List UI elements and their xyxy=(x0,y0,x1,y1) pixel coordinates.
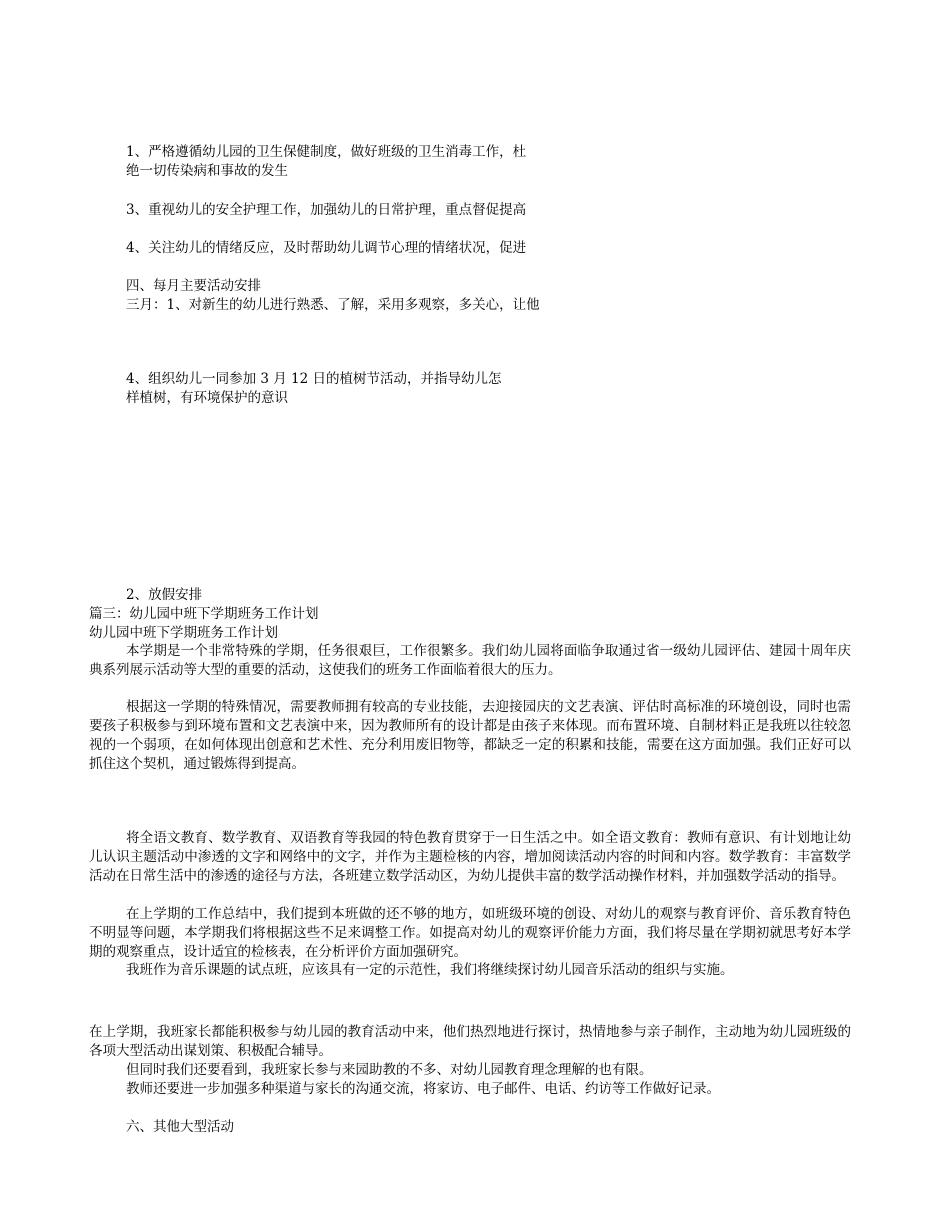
part-three-title: 篇三：幼儿园中班下学期班务工作计划 xyxy=(89,606,319,622)
document-title: 幼儿园中班下学期班务工作计划 xyxy=(89,625,278,641)
paragraph-parent-participation: 在上学期，我班家长都能积极参与幼儿园的教育活动中来，他们热烈地进行探讨，热情地参与亲子制作，主动地为幼儿园班级的各项大型活动出谋划策、积极配合辅导。 xyxy=(89,1024,851,1059)
paragraph-featured-education: 将全语文教育、数学教育、双语教育等我园的特色教育贯穿于一日生活之中。如全语文教育：教师有意识、有计划地让幼儿认识主题活动中渗透的文字和网络中的文字，并作为主题检核的内容，增加阅读活动内容的时间和内容。数学教育：丰富数学活动在日常生活中的渗透的途径与方法，各班建立数学活动区，为幼儿提供丰富的数学活动操作材料，并加强数学活动的指导。 xyxy=(89,830,851,884)
paragraph-semester-overview: 本学期是一个非常特殊的学期，任务很艰巨，工作很繁多。我们幼儿园将面临争取通过省一级幼儿园评估、建园十周年庆典系列展示活动等大型的重要的活动，这使我们的班务工作面临着很大的压力。 xyxy=(89,643,851,678)
section-heading-other-activities: 六、其他大型活动 xyxy=(126,1119,234,1135)
item-tree-planting-line-2: 样植树，有环境保护的意识 xyxy=(126,390,288,406)
item-safety: 3、重视幼儿的安全护理工作，加强幼儿的日常护理，重点督促提高 xyxy=(126,202,527,218)
paragraph-last-semester-summary: 在上学期的工作总结中，我们提到本班做的还不够的地方，如班级环境的创设、对幼儿的观察与教育评价、音乐教育特色不明显等问题，本学期我们将根据这些不足来调整工作。如提高对幼儿的观察评价能力方面，我们将尽量在学期初就思考好本学期的观察重点，设计适宜的检核表，在分析评价方面加强研究。 xyxy=(89,906,851,960)
paragraph-music-pilot-class: 我班作为音乐课题的试点班，应该具有一定的示范性，我们将继续探讨幼儿园音乐活动的组织与实施。 xyxy=(126,962,734,978)
section-heading-monthly-activities: 四、每月主要活动安排 xyxy=(126,278,261,294)
item-hygiene-line-1: 1、严格遵循幼儿园的卫生保健制度，做好班级的卫生消毒工作，杜 xyxy=(126,144,527,160)
paragraph-special-situation: 根据这一学期的特殊情况，需要教师拥有较高的专业技能，去迎接园庆的文艺表演、评估时高标准的环境创设，同时也需要孩子积极参与到环境布置和文艺表演中来，因为教师所有的设计都是由孩子来体现。而布置环境、自制材料正是我班以往较忽视的一个弱项，在如何体现出创意和艺术性、充分利用废旧物等，都缺乏一定的积累和技能，需要在这方面加强。我们正好可以抓住这个契机，通过锻炼得到提高。 xyxy=(89,699,851,772)
item-march: 三月：1、对新生的幼儿进行熟悉、了解，采用多观察，多关心，让他 xyxy=(126,297,540,313)
paragraph-parent-limitations: 但同时我们还要看到，我班家长参与来园助教的不多、对幼儿园教育理念理解的也有限。 xyxy=(126,1062,653,1078)
item-tree-planting-line-1: 4、组织幼儿一同参加 3 月 12 日的植树节活动，并指导幼儿怎 xyxy=(126,371,502,387)
item-holiday: 2、放假安排 xyxy=(126,587,203,603)
item-hygiene-line-2: 绝一切传染病和事故的发生 xyxy=(126,163,288,179)
item-emotion: 4、关注幼儿的情绪反应，及时帮助幼儿调节心理的情绪状况，促进 xyxy=(126,240,527,256)
paragraph-communication: 教师还要进一步加强多种渠道与家长的沟通交流，将家访、电子邮件、电话、约访等工作做好记录。 xyxy=(126,1081,720,1097)
